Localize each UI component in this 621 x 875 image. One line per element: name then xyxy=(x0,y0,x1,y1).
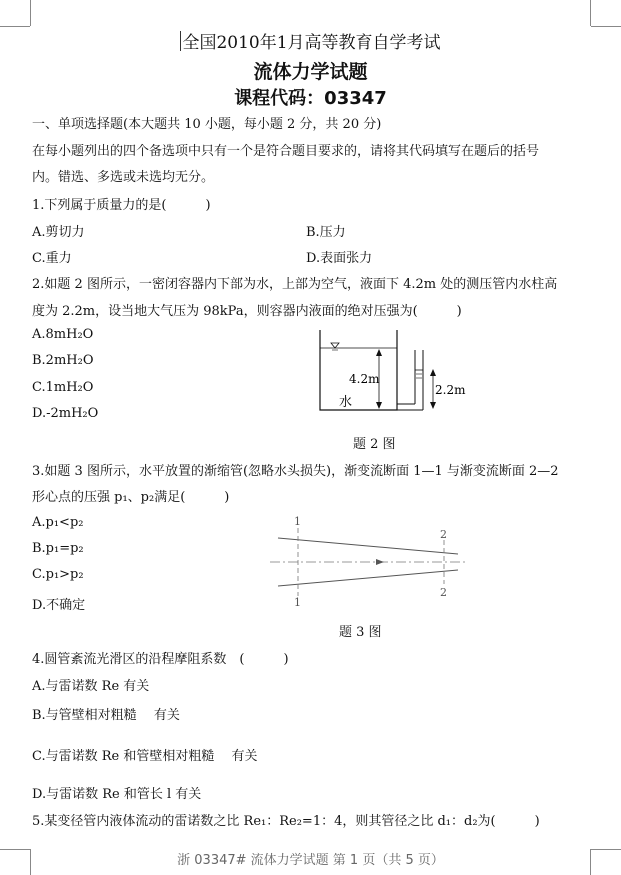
fig3-sec1-top-label: 1 xyxy=(294,515,301,528)
figure-2-container-diagram xyxy=(315,328,475,428)
subject-title: 流体力学试题 xyxy=(253,61,368,83)
fig3-sec2-bottom-label: 2 xyxy=(440,586,447,599)
q1-option-b: B.压力 xyxy=(306,225,346,240)
q3-stem-line1: 3.如题 3 图所示，水平放置的渐缩管(忽略水头损失)，渐变流断面 1—1 与渐变流断面 2—2 xyxy=(32,464,559,479)
q1-option-d: D.表面张力 xyxy=(306,251,373,266)
q4-stem: 4.圆管紊流光滑区的沿程摩阻系数 ( ) xyxy=(32,652,289,667)
crop-mark-tl-h xyxy=(0,26,30,27)
q4-option-a: A.与雷诺数 Re 有关 xyxy=(32,679,150,694)
q1-stem: 1.下列属于质量力的是( ) xyxy=(32,198,211,213)
q1-option-a: A.剪切力 xyxy=(32,225,85,240)
page-footer: 浙 03347# 流体力学试题 第 1 页（共 5 页） xyxy=(177,853,444,868)
q2-option-b: B.2mH₂O xyxy=(32,353,94,368)
q3-option-d: D.不确定 xyxy=(32,598,86,613)
q2-option-a: A.8mH₂O xyxy=(32,327,94,342)
course-code: 课程代码：03347 xyxy=(234,88,387,109)
instructions-line2: 内。错选、多选或未选均无分。 xyxy=(32,170,215,185)
q3-option-a: A.p₁<p₂ xyxy=(32,515,84,530)
q2-stem-line1: 2.如题 2 图所示，一密闭容器内下部为水，上部为空气，液面下 4.2m 处的测压管内水柱高 xyxy=(32,277,558,292)
fig2-tube-label: 2.2m xyxy=(435,383,466,397)
instructions-line1: 在每小题列出的四个备选项中只有一个是符合题目要求的，请将其代码填写在题后的括号 xyxy=(32,144,540,159)
q4-option-c: C.与雷诺数 Re 和管壁相对粗糙 有关 xyxy=(32,749,258,764)
q4-option-d: D.与雷诺数 Re 和管长 l 有关 xyxy=(32,787,202,802)
q2-option-d: D.-2mH₂O xyxy=(32,406,99,421)
exam-title-text: 全国2010年1月高等教育自学考试 xyxy=(182,33,441,53)
figure-2-caption: 题 2 图 xyxy=(353,437,396,452)
q3-option-c: C.p₁>p₂ xyxy=(32,567,84,582)
fig3-sec1-bottom-label: 1 xyxy=(294,596,301,609)
q2-stem-line2: 度为 2.2m，设当地大气压为 98kPa，则容器内液面的绝对压强为( ) xyxy=(32,304,462,319)
crop-mark-tr-h xyxy=(591,26,621,27)
exam-title xyxy=(0,28,621,53)
q2-option-c: C.1mH₂O xyxy=(32,380,94,395)
q1-option-c: C.重力 xyxy=(32,251,72,266)
q5-stem: 5.某变径管内液体流动的雷诺数之比 Re₁：Re₂=1：4，则其管径之比 d₁：d₂为( ) xyxy=(32,814,540,829)
crop-mark-tl-v xyxy=(30,0,31,26)
figure-3-tapered-pipe-diagram xyxy=(268,512,468,612)
q3-option-b: B.p₁=p₂ xyxy=(32,541,84,556)
fig3-sec2-top-label: 2 xyxy=(440,528,447,541)
figure-3-caption: 题 3 图 xyxy=(339,625,382,640)
fig2-water-label: 水 xyxy=(339,395,353,410)
q4-option-b: B.与管壁相对粗糙 有关 xyxy=(32,708,180,723)
q3-stem-line2: 形心点的压强 p₁、p₂满足( ) xyxy=(32,490,230,505)
section-heading: 一、单项选择题(本大题共 10 小题，每小题 2 分，共 20 分) xyxy=(32,117,382,132)
crop-mark-tr-v xyxy=(590,0,591,26)
fig2-depth-label: 4.2m xyxy=(349,372,380,386)
